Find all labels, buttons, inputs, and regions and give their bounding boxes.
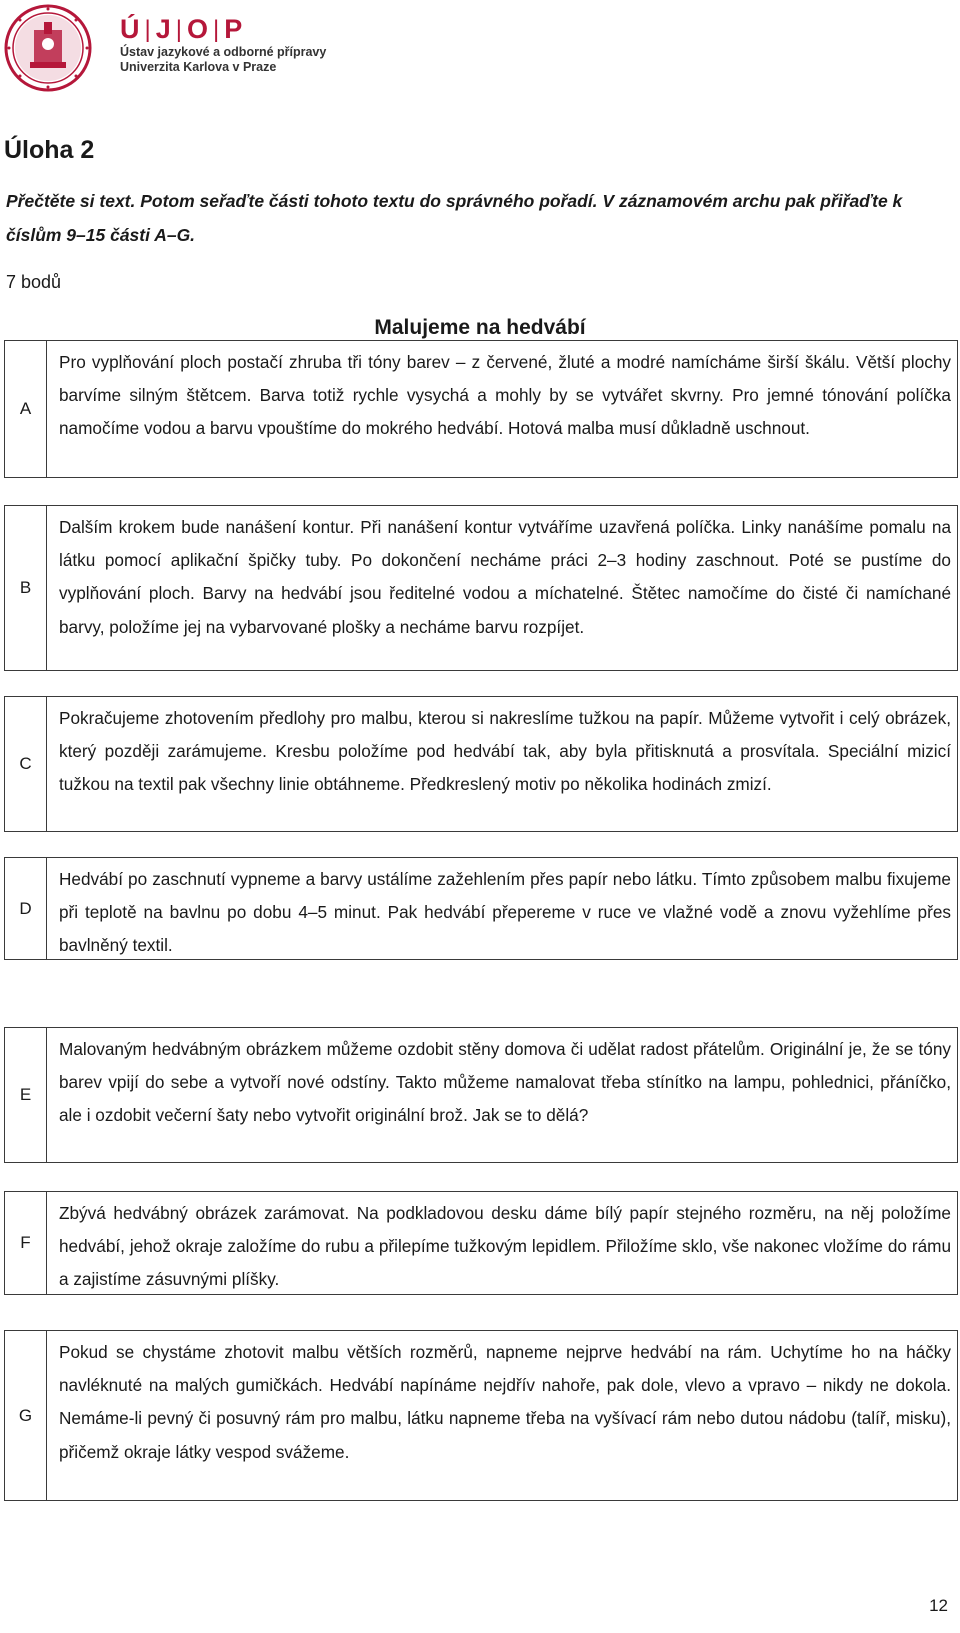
part-letter: C bbox=[5, 697, 47, 831]
task-points: 7 bodů bbox=[6, 272, 62, 292]
page-header bbox=[0, 0, 960, 100]
university-seal-icon bbox=[4, 4, 92, 92]
part-letter: D bbox=[5, 858, 47, 959]
logo-separator: | bbox=[213, 15, 221, 43]
institute-name: Ústav jazykové a odborné přípravy bbox=[120, 45, 327, 59]
part-e bbox=[4, 1027, 958, 1163]
part-g bbox=[4, 1330, 958, 1501]
part-c bbox=[4, 696, 958, 832]
part-d bbox=[4, 857, 958, 960]
part-text: Zbývá hedvábný obrázek zarámovat. Na podkladovou desku dáme bílý papír stejného rozměru, na něj položíme hedvábí, jehož okraje založíme do rubu a přilepíme tužkovým lepidlem. Přiložíme sklo, vše nakonec vložíme do rámu a zajistíme zásuvnými plíšky. bbox=[59, 1203, 951, 1290]
part-b bbox=[4, 505, 958, 671]
part-text: Hedvábí po zaschnutí vypneme a barvy ustálíme zažehlením přes papír nebo látku. Tímto způsobem malbu fixujeme při teplotě na bavlnu po dobu 4–5 minut. Pak hedvábí přepereme v ruce ve vlažné vodě a znovu vyžehlíme přes bavlněný textil. bbox=[59, 869, 951, 956]
ujop-logo-mark bbox=[120, 14, 326, 45]
part-letter: G bbox=[5, 1331, 47, 1500]
part-text: Pokračujeme zhotovením předlohy pro malbu, kterou si nakreslíme tužkou na papír. Můžeme vytvořit i celý obrázek, který později zarámujeme. Kresbu položíme pod hedvábí tak, aby byla přitisknutá a prosvítala. Speciální mizicí tužkou na textil pak všechny linie obtáhneme. Předkreslený motiv po několika hodinách zmizí. bbox=[59, 708, 951, 795]
article-title: Malujeme na hedvábí bbox=[374, 316, 586, 339]
logo-separator: | bbox=[175, 15, 183, 43]
part-f bbox=[4, 1191, 958, 1295]
page-number: 12 bbox=[929, 1596, 948, 1615]
part-letter: E bbox=[5, 1028, 47, 1162]
university-name: Univerzita Karlova v Praze bbox=[120, 60, 277, 74]
part-text: Pro vyplňování ploch postačí zhruba tři tóny barev – z červené, žluté a modré namícháme širší škálu. Větší plochy barvíme silným štětcem. Barva totiž rychle vysychá a mohly by se vytvářet skvrny. Pro jemné tónování políčka namočíme vodou a barvu vpouštíme do mokrého hedvábí. Hotová malba musí důkladně uschnout. bbox=[59, 352, 951, 439]
logo-letter: P bbox=[224, 14, 244, 44]
logo-separator: | bbox=[144, 15, 152, 43]
logo-letter: Ú bbox=[120, 14, 141, 44]
institute-logo bbox=[120, 14, 326, 75]
part-text: Pokud se chystáme zhotovit malbu větších rozměrů, napneme nejprve hedvábí na rám. Uchytíme ho na háčky navléknuté na malých gumičkách. Hedvábí napínáme nejdřív nahoře, pak dole, vlevo a vpravo – nikdy ne dokola. Nemáme-li pevný či posuvný rám pro malbu, látku napneme třeba na vyšívací rám nebo dutou nádobu (talíř, misku), přičemž okraje látky vespod svážeme. bbox=[59, 1342, 951, 1462]
part-letter: F bbox=[5, 1192, 47, 1294]
logo-letter: J bbox=[155, 14, 172, 44]
part-a bbox=[4, 340, 958, 478]
part-letter: A bbox=[5, 341, 47, 477]
logo-letter: O bbox=[187, 14, 210, 44]
part-letter: B bbox=[5, 506, 47, 670]
part-text: Dalším krokem bude nanášení kontur. Při nanášení kontur vytváříme uzavřená políčka. Linky nanášíme pomalu na látku pomocí aplikační špičky tuby. Po dokončení necháme práci 2–3 hodiny zaschnout. Poté se pustíme do vyplňování ploch. Barvy na hedvábí jsou ředitelné vodou a míchatelné. Štětec namočíme do čisté či namíchané barvy, položíme jej na vybarvované plošky a necháme barvu rozpíjet. bbox=[59, 517, 951, 637]
task-instructions: Přečtěte si text. Potom seřaďte části tohoto textu do správného pořadí. V záznamovém archu pak přiřaďte k číslům 9–15 části A–G. bbox=[6, 191, 903, 245]
task-title: Úloha 2 bbox=[4, 136, 95, 164]
part-text: Malovaným hedvábným obrázkem můžeme ozdobit stěny domova či udělat radost přátelům. Originální je, že se tóny barev vpijí do sebe a vytvoří nové odstíny. Takto můžeme namalovat třeba stínítko na lampu, pohlednici, přáníčko, ale i ozdobit večerní šaty nebo vytvořit originální brož. Jak se to dělá? bbox=[59, 1039, 951, 1126]
